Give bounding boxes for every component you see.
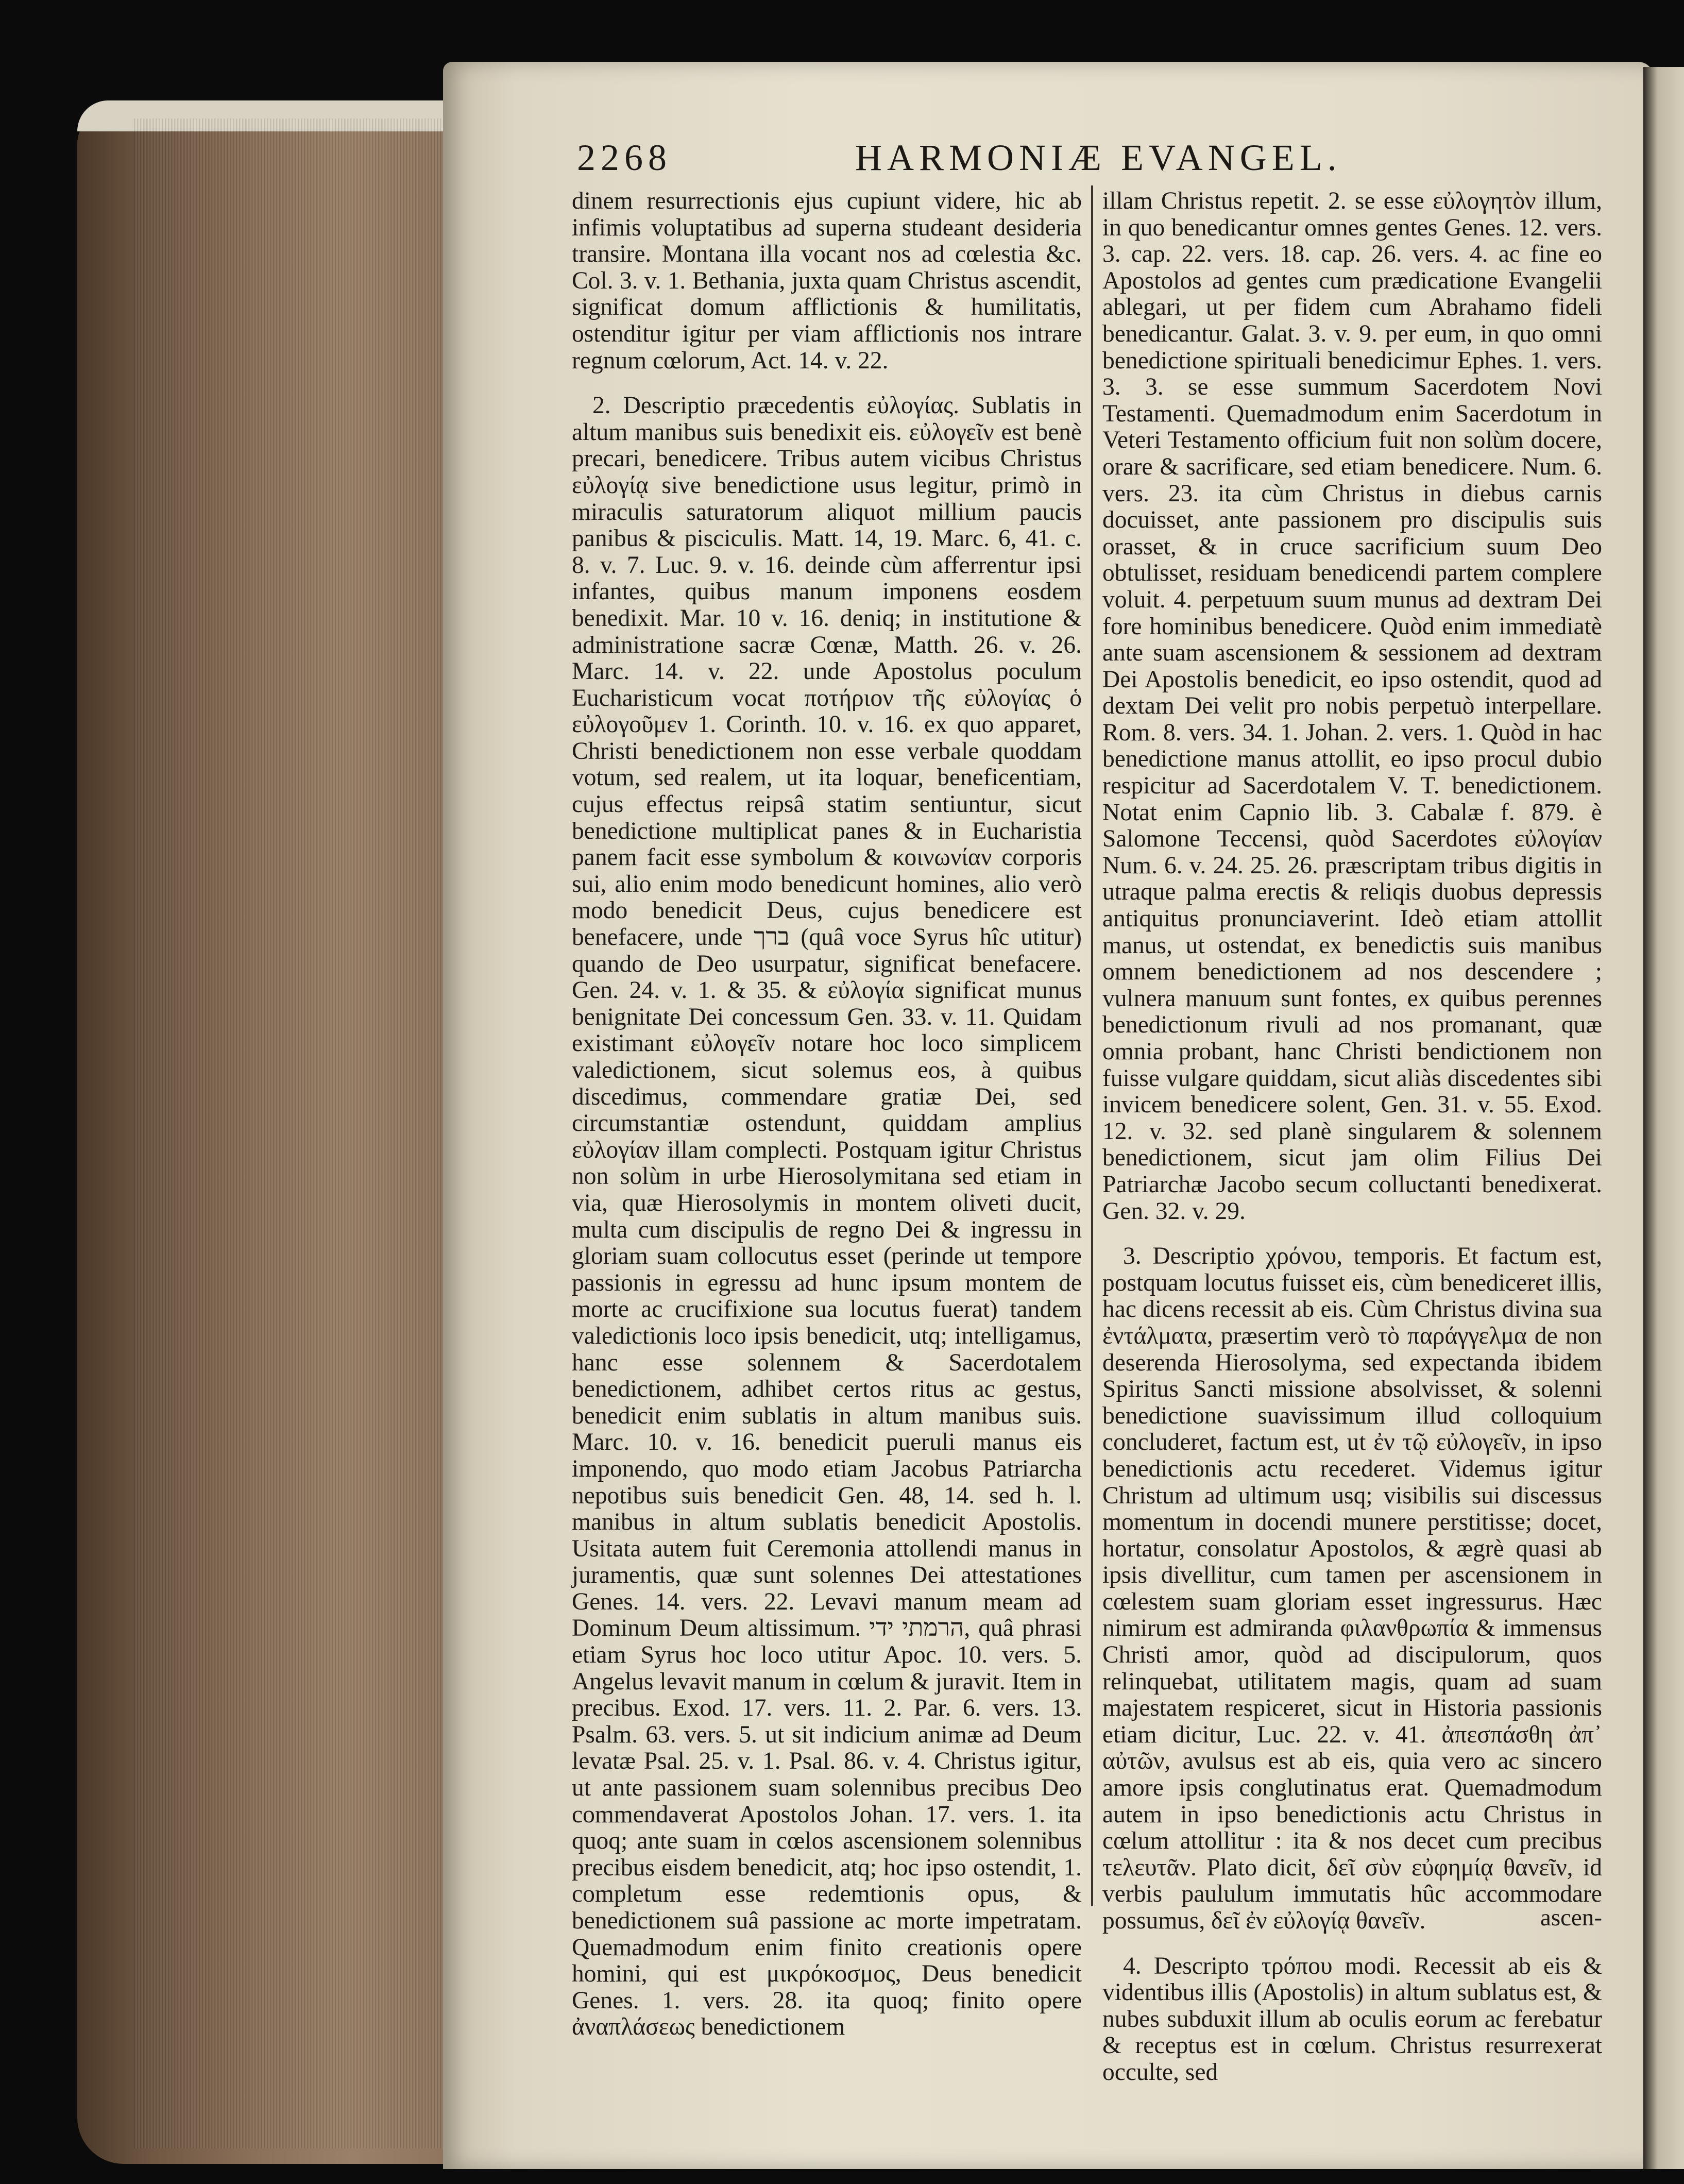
right-text-column [1102, 188, 1602, 2086]
left-text-column [572, 188, 1082, 2041]
paragraph: 2. Descriptio præcedentis εὐλογίας. Sublatis in altum manibus suis benedixit eis. εὐλογεῖν est benè precari, benedicere. Tribus autem vicibus Christus εὐλογίᾳ sive benedictione usus legitur, primò in miraculis saturatorum aliquot millium paucis panibus & pisciculis. Matt. 14, 19. Marc. 6, 41. c. 8. v. 7. Luc. 9. v. 16. deinde cùm afferrentur ipsi infantes, quibus manum imponens eosdem benedixit. Mar. 10 v. 16. deniq; in institutione & administratione sacræ Cœnæ, Matth. 26. v. 26. Marc. 14. v. 22. unde Apostolus poculum Eucharisticum vocat ποτήριον τῆς εὐλογίας ὁ εὐλογοῦμεν 1. Corinth. 10. v. 16. ex quo apparet, Christi benedictionem non esse verbale quoddam votum, sed realem, ut ita loquar, beneficentiam, cujus effectus reipsâ statim sentiuntur, sicut benedictione multiplicat panes & in Eucharistia panem facit esse symbolum & κοινωνίαν corporis sui, alio enim modo benedicunt homines, alio verò modo benedicit Deus, cujus benedicere est benefacere, unde ברך (quâ voce Syrus hîc utitur) quando de Deo usurpatur, significat benefacere. Gen. 24. v. 1. & 35. & εὐλογία significat munus benignitate Dei concessum Gen. 33. v. 11. Quidam existimant εὐλογεῖν notare hoc loco simplicem valedictionem, sicut solemus eos, à quibus discedimus, commendare gratiæ Dei, sed circumstantiæ ostendunt, quiddam amplius εὐλογίαν illam complecti. Postquam igitur Christus non solùm in urbe Hierosolymitana sed etiam in via, quæ Hierosolymis in montem oliveti ducit, multa cum discipulis de regno Dei & ingressu in gloriam suam collocutus esset (perinde ut tempore passionis in egressu ad hunc ipsum montem de morte ac crucifixione sua locutus fuerat) tandem valedictionis loco ipsis benedicit, utq; intelligamus, hanc esse solennem & Sacerdotalem benedictionem, adhibet certos ritus ac gestus, benedicit enim sublatis in altum manibus suis. Marc. 10. v. 16. benedicit pueruli manus eis imponendo, quo modo etiam Jacobus Patriarcha nepotibus suis benedicit Gen. 48, 14. sed h. l. manibus in altum sublatis benedicit Apostolis. Usitata autem fuit Ceremonia attollendi manus in juramentis, quæ sunt solennes Dei attestationes Genes. 14. vers. 22. Levavi manum meam ad Dominum Deum altissimum. הרמתי ידי, quâ phrasi etiam Syrus hoc loco utitur Apoc. 10. vers. 5. Angelus levavit manum in cœlum & juravit. Item in precibus. Exod. 17. vers. 11. 2. Par. 6. vers. 13. Psalm. 63. vers. 5. ut sit indicium animæ ad Deum levatæ Psal. 25. v. 1. Psal. 86. v. 4. Christus igitur, ut ante passionem suam solennibus precibus Deo commendaverat Apostolos Johan. 17. vers. 1. ita quoq; ante suam in cœlos ascensionem solennibus precibus eisdem benedicit, atq; hoc ipso ostendit, 1. completum esse redemtionis opus, & benedictionem suâ passione ac morte impetratam. Quemadmodum enim finito creationis opere homini, qui est μικρόκοσμος, Deus benedicit Genes. 1. vers. 28. ita quoq; finito opere ἀναπλάσεως benedictionem [572, 392, 1082, 2041]
facing-page-edge [1643, 67, 1684, 2169]
paragraph: 3. Descriptio χρόνου, temporis. Et factum est, postquam locutus fuisset eis, cùm benediceret illis, hac dicens recessit ab eis. Cùm Christus divina sua ἐντάλματα, præsertim verò τὸ παράγγελμα de non deserenda Hierosolyma, sed expectanda ibidem Spiritus Sancti missione absolvisset, & solenni benedictione suavissimum illud colloquium concluderet, factum est, ut ἐν τῷ εὐλογεῖν, in ipso benedictionis actu recederet. Videmus igitur Christum ad ultimum usq; visibilis sui discessus momentum in docendi munere perstitisse; docet, hortatur, consolatur Apostolos, & ægrè quasi ab ipsis divellitur, cum tamen per ascensionem in cœlestem suam gloriam esset ingressurus. Hæc nimirum est admiranda φιλανθρωπία & immensus Christi amor, quòd ad discipulorum, quos relinquebat, utilitatem magis, quam ad suam majestatem respiceret, sicut in Historia passionis etiam dicitur, Luc. 22. v. 41. ἀπεσπάσθη ἀπ᾽ αὐτῶν, avulsus est ab eis, quia vero ac sincero amore ipsis conglutinatus erat. Quemadmodum autem in ipso benedictionis actu Christus in cœlum attollitur : ita & nos decet cum precibus τελευτᾶν. Plato dicit, δεῖ σὺν εὐφημίᾳ θανεῖν, id verbis paululum immutatis hûc accommodare possumus, δεῖ ἐν εὐλογίᾳ θανεῖν. [1102, 1243, 1602, 1934]
paragraph: dinem resurrectionis ejus cupiunt videre, hic ab infimis voluptatibus ad superna studeant desideria transire. Montana illa vocant nos ad cœlestia &c. Col. 3. v. 1. Bethania, juxta quam Christus ascendit, significat domum afflictionis & humilitatis, ostenditur igitur per viam afflictionis nos intrare regnum cœlorum, Act. 14. v. 22. [572, 188, 1082, 374]
paragraph: illam Christus repetit. 2. se esse εὐλογητὸν illum, in quo benedicantur omnes gentes Genes. 12. vers. 3. cap. 22. vers. 18. cap. 26. vers. 4. ac fine eo Apostolos ad gentes cum prædicatione Evangelii ablegari, ut per fidem cum Abrahamo fideli benedicantur. Galat. 3. v. 9. per eum, in quo omni benedictione spirituali benedicimur Ephes. 1. vers. 3. 3. se esse summum Sacerdotem Novi Testamenti. Quemadmodum enim Sacerdotum in Veteri Testamento officium fuit non solùm docere, orare & sacrificare, sed etiam benedicere. Num. 6. vers. 23. ita cùm Christus in diebus carnis docuisset, ante passionem pro discipulis suis orasset, & in cruce sacrificium suum Deo obtulisset, residuam benedicendi partem complere voluit. 4. perpetuum suum munus ad dextram Dei fore hominibus benedicere. Quòd enim immediatè ante suam ascensionem & sessionem ad dextram Dei Apostolis benedicit, eo ipso ostendit, quod ad dextam Dei velit pro nobis perpetuò interpellare. Rom. 8. vers. 34. 1. Johan. 2. vers. 1. Quòd in hac benedictione manus attollit, eo ipso procul dubio respicitur ad Sacerdotalem V. T. benedictionem. Notat enim Capnio lib. 3. Cabalæ f. 879. è Salomone Teccensi, quòd Sacerdotes εὐλογίαν Num. 6. v. 24. 25. 26. præscriptam tribus digitis in utraque palma erectis & reliqis duobus depressis antiquitus pronunciaverint. Ideò etiam attollit manus, ut ostendat, ex benedictis suis manibus omnem benedictionem ad nos descendere ; vulnera manuum sunt fontes, ex quibus perennes benedictionum rivuli ad nos promanant, quæ omnia probant, hanc Christi bendictionem non fuisse vulgare quiddam, sicut aliàs discedentes sibi invicem benedicere solent, Gen. 31. v. 55. Exod. 12. v. 32. sed planè singularem & solennem benedictionem, sicut jam olim Filius Dei Patriarchæ Jacobo secum colluctanti benedixerat. Gen. 32. v. 29. [1102, 188, 1602, 1225]
running-title: HARMONIÆ EVANGEL. [855, 137, 1342, 178]
page-edge-texture [134, 118, 464, 2148]
column-divider [1091, 185, 1093, 1906]
page-header [577, 137, 1602, 183]
page-number: 2268 [577, 137, 672, 178]
catchword: ascen- [1540, 1904, 1603, 1931]
paragraph: 4. Descripto τρόπου modi. Recessit ab eis & videntibus illis (Apostolis) in altum sublatus est, & nubes subduxit illum ab oculis eorum ac ferebatur & receptus est in cœlum. Christus resurrexerat occulte, sed [1102, 1952, 1602, 2086]
